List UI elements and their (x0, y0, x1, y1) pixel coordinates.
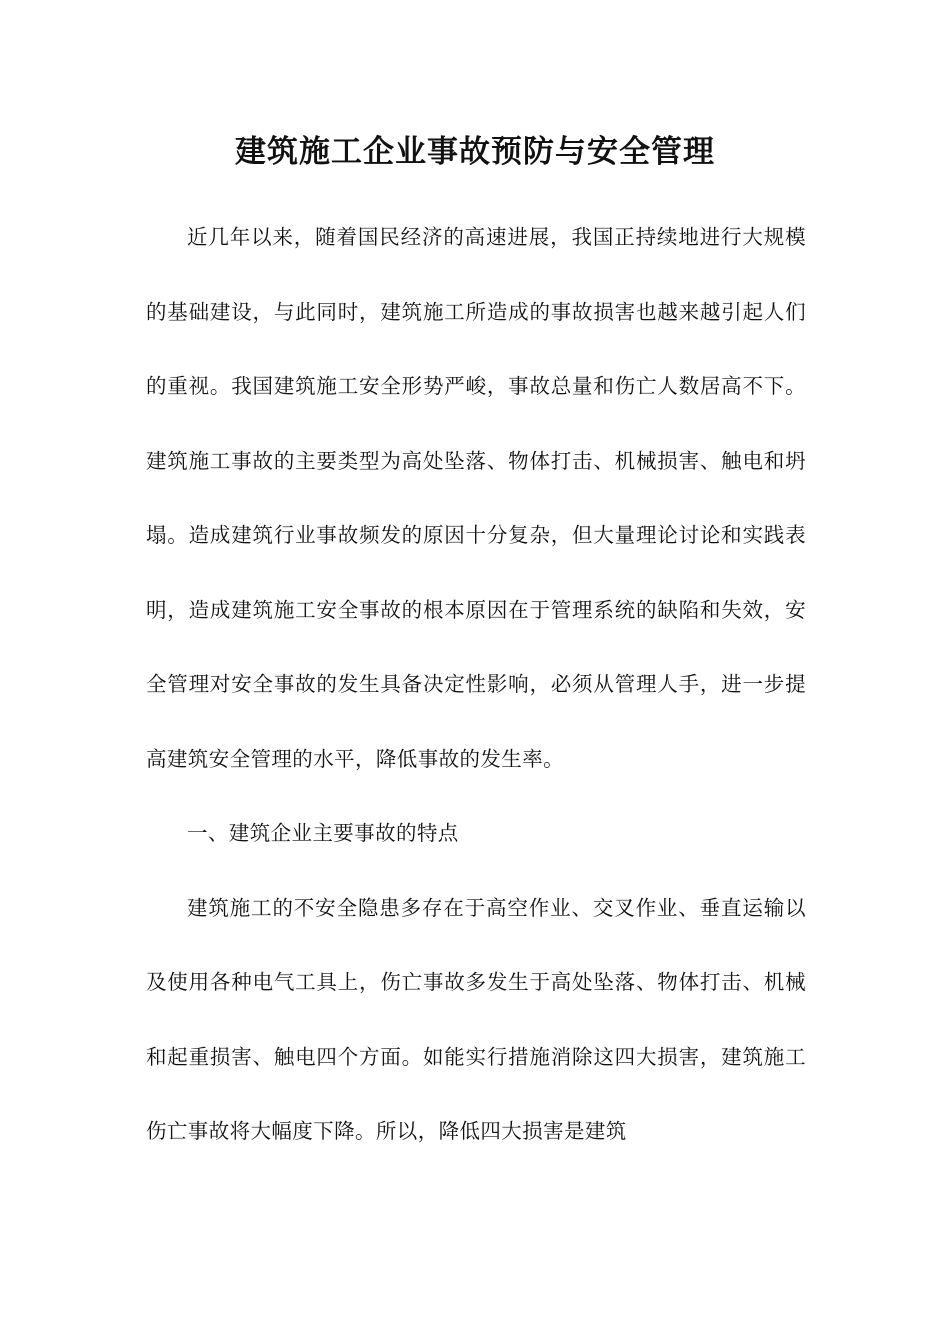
section-paragraph: 建筑施工的不安全隐患多存在于高空作业、交叉作业、垂直运输以及使用各种电气工具上，伤亡事故多发生于高处坠落、物体打击、机械和起重损害、触电四个方面。如能实行措施消除这四大损害，建筑施工伤亡事故将大幅度下降。所以，降低四大损害是建筑 (146, 895, 806, 1143)
document-body (146, 200, 806, 1169)
document-title: 建筑施工企业事故预防与安全管理 (235, 134, 715, 170)
intro-paragraph: 近几年以来，随着国民经济的高速进展，我国正持续地进行大规模的基础建设，与此同时，建筑施工所造成的事故损害也越来越引起人们的重视。我国建筑施工安全形势严峻，事故总量和伤亡人数居高不下。建筑施工事故的主要类型为高处坠落、物体打击、机械损害、触电和坍塌。造成建筑行业事故频发的原因十分复杂，但大量理论讨论和实践表明，造成建筑施工安全事故的根本原因在于管理系统的缺陷和失效，安全管理对安全事故的发生具备决定性影响，必须从管理人手，进一步提高建筑安全管理的水平，降低事故的发生率。 (146, 225, 806, 771)
section-heading: 一、建筑企业主要事故的特点 (187, 821, 459, 845)
